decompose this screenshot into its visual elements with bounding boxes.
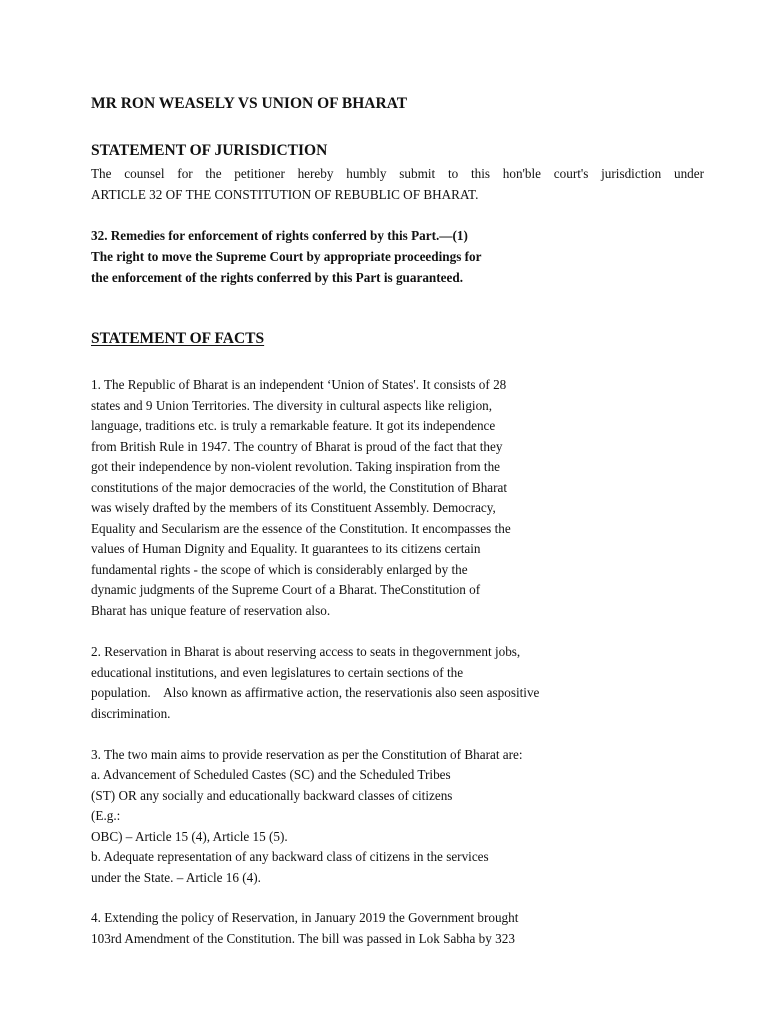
fact-3-line: (E.g.: [91,808,121,823]
fact-2-line: discrimination. [91,706,171,721]
jurisdiction-text-line: The counsel for the petitioner hereby humbly submit to this hon'ble court's jurisdiction under [91,166,704,181]
fact-1-line: Equality and Secularism are the essence of the Constitution. It encompasses the [91,521,511,536]
fact-3-line: OBC) – Article 15 (4), Article 15 (5). [91,829,288,844]
article-32-line: The right to move the Supreme Court by appropriate proceedings for [91,249,482,264]
jurisdiction-heading: STATEMENT OF JURISDICTION [91,142,328,159]
fact-1-line: fundamental rights - the scope of which is considerably enlarged by the [91,562,468,577]
case-title: MR RON WEASELY VS UNION OF BHARAT [91,95,408,112]
fact-3-line: 3. The two main aims to provide reservation as per the Constitution of Bharat are: [91,747,523,762]
fact-2-line: population. Also known as affirmative action, the reservationis also seen aspositive [91,685,540,700]
fact-1-line: got their independence by non-violent revolution. Taking inspiration from the [91,459,501,474]
fact-3-line: b. Adequate representation of any backward class of citizens in the services [91,849,489,864]
fact-3-line: under the State. – Article 16 (4). [91,870,261,885]
fact-1-line: language, traditions etc. is truly a remarkable feature. It got its independence [91,418,496,433]
jurisdiction-text-line: ARTICLE 32 OF THE CONSTITUTION OF REBUBLIC OF BHARAT. [91,187,479,202]
fact-1-line: values of Human Dignity and Equality. It guarantees to its citizens certain [91,541,481,556]
article-32-line: the enforcement of the rights conferred by this Part is guaranteed. [91,270,463,285]
fact-1-line: was wisely drafted by the members of its Constituent Assembly. Democracy, [91,500,496,515]
fact-1-line: Bharat has unique feature of reservation also. [91,603,331,618]
fact-4-line: 4. Extending the policy of Reservation, in January 2019 the Government brought [91,910,519,925]
fact-1-line: dynamic judgments of the Supreme Court of a Bharat. TheConstitution of [91,582,481,597]
fact-1-line: 1. The Republic of Bharat is an independent ‘Union of States'. It consists of 28 [91,377,507,392]
facts-heading: STATEMENT OF FACTS [91,330,265,347]
fact-1-line: states and 9 Union Territories. The diversity in cultural aspects like religion, [91,398,493,413]
fact-2-line: educational institutions, and even legislatures to certain sections of the [91,665,464,680]
fact-1-line: constitutions of the major democracies of the world, the Constitution of Bharat [91,480,508,495]
fact-2-line: 2. Reservation in Bharat is about reserving access to seats in thegovernment jobs, [91,644,521,659]
fact-4-line: 103rd Amendment of the Constitution. The bill was passed in Lok Sabha by 323 [91,931,515,946]
fact-3-line: (ST) OR any socially and educationally backward classes of citizens [91,788,453,803]
article-32-line: 32. Remedies for enforcement of rights conferred by this Part.—(1) [91,228,468,243]
fact-3-line: a. Advancement of Scheduled Castes (SC) and the Scheduled Tribes [91,767,451,782]
fact-1-line: from British Rule in 1947. The country of Bharat is proud of the fact that they [91,439,503,454]
